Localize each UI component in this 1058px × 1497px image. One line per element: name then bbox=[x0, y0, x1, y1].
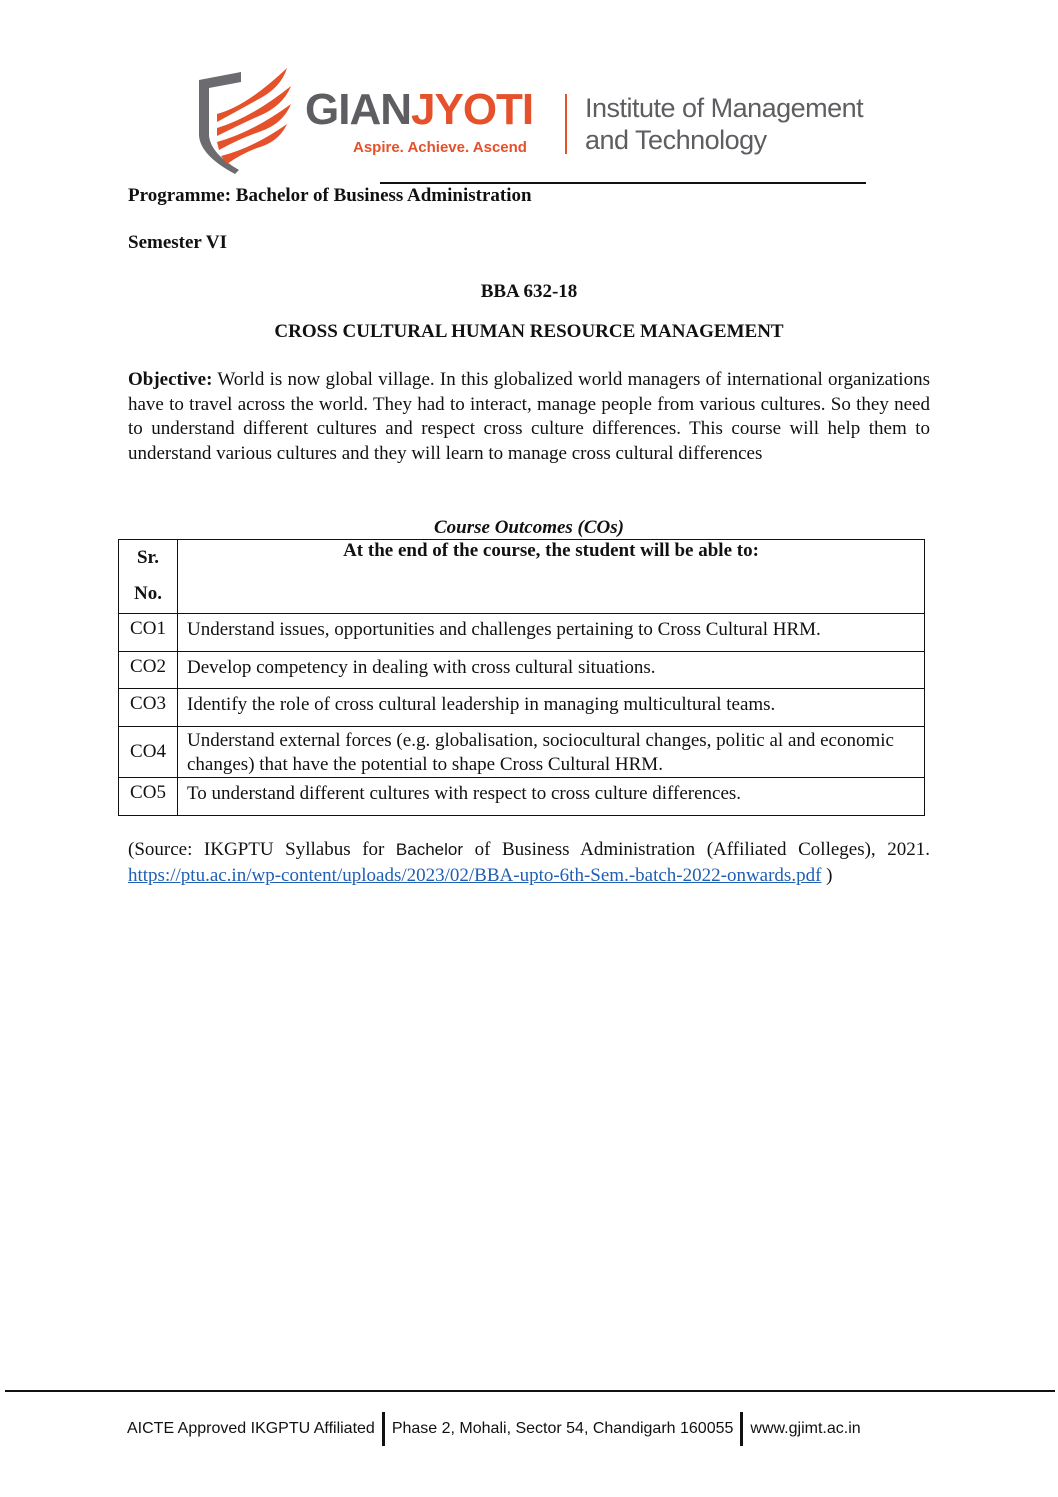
course-title: CROSS CULTURAL HUMAN RESOURCE MANAGEMENT bbox=[274, 321, 784, 342]
co-id: CO1 bbox=[119, 614, 178, 652]
page-footer bbox=[127, 1412, 861, 1446]
source-link[interactable]: https://ptu.ac.in/wp-content/uploads/2023/02/BBA-upto-6th-Sem.-batch-2022-onwards.pdf bbox=[128, 865, 822, 886]
institute-logo bbox=[195, 66, 875, 166]
programme-value: Bachelor of Business Administration bbox=[235, 185, 532, 206]
source-citation bbox=[128, 837, 930, 863]
objective-paragraph bbox=[128, 368, 930, 466]
co-id: CO4 bbox=[119, 727, 178, 778]
course-outcomes-table bbox=[118, 539, 925, 816]
source-word-bachelor: Bachelor bbox=[395, 840, 464, 859]
table-row bbox=[119, 614, 925, 652]
co-text: Develop competency in dealing with cross cultural situations. bbox=[178, 652, 925, 689]
co-text: Understand issues, opportunities and challenges pertaining to Cross Cultural HRM. bbox=[178, 614, 925, 652]
footer-affiliation: AICTE Approved IKGPTU Affiliated bbox=[127, 1420, 375, 1437]
footer-rule bbox=[5, 1390, 1055, 1392]
footer-separator bbox=[740, 1412, 743, 1446]
table-row bbox=[119, 727, 925, 778]
footer-website: www.gjimt.ac.in bbox=[750, 1420, 861, 1437]
institute-name-line1: Institute of Management bbox=[585, 93, 864, 123]
shield-wing-logo-icon bbox=[195, 66, 295, 176]
programme-line bbox=[128, 185, 532, 207]
brand-wordmark bbox=[305, 85, 534, 134]
co-id: CO2 bbox=[119, 652, 178, 689]
header-description: At the end of the course, the student will be able to: bbox=[178, 540, 925, 614]
course-outcomes-caption: Course Outcomes (COs) bbox=[433, 517, 624, 538]
header-sr-line1: Sr. bbox=[136, 547, 159, 568]
source-link-line bbox=[128, 863, 832, 889]
header-sr-no bbox=[119, 540, 178, 614]
footer-address: Phase 2, Mohali, Sector 54, Chandigarh 160055 bbox=[391, 1420, 734, 1437]
institute-name bbox=[585, 92, 863, 156]
co-text: Identify the role of cross cultural leadership in managing multicultural teams. bbox=[178, 689, 925, 727]
table-row bbox=[119, 652, 925, 689]
table-row bbox=[119, 778, 925, 816]
brand-part-jyoti: JYOTI bbox=[411, 85, 534, 134]
header-sr-line2: No. bbox=[134, 583, 162, 604]
objective-text: World is now global village. In this globalized world managers of international organizations have to travel across the world. They had to interact, manage people from various cultures. So they need to understand different cultures and respect cross culture differences. This course will help them to understand various cultures and they will learn to manage cross cultural differences bbox=[128, 369, 930, 464]
institute-name-line2: and Technology bbox=[585, 125, 767, 155]
logo-divider bbox=[565, 94, 567, 154]
source-prefix: (Source: IKGPTU Syllabus for bbox=[128, 839, 385, 860]
objective-label: Objective: bbox=[128, 369, 213, 390]
co-text: Understand external forces (e.g. globalisation, sociocultural changes, politic al and economic changes) that have the potential to shape Cross Cultural HRM. bbox=[178, 727, 925, 778]
source-close: ) bbox=[826, 865, 833, 886]
table-header-row bbox=[119, 540, 925, 614]
co-text: To understand different cultures with respect to cross culture differences. bbox=[178, 778, 925, 816]
co-id: CO3 bbox=[119, 689, 178, 727]
footer-separator bbox=[382, 1412, 385, 1446]
co-id: CO5 bbox=[119, 778, 178, 816]
table-row bbox=[119, 689, 925, 727]
header-rule bbox=[380, 182, 866, 184]
source-suffix: of Business Administration (Affiliated Colleges), 2021. bbox=[474, 839, 931, 860]
course-code: BBA 632-18 bbox=[480, 281, 578, 302]
programme-label: Programme: bbox=[128, 185, 232, 206]
semester-line: Semester VI bbox=[128, 232, 228, 253]
brand-tagline: Aspire. Achieve. Ascend bbox=[353, 139, 527, 156]
brand-part-gian: GIAN bbox=[305, 85, 411, 134]
